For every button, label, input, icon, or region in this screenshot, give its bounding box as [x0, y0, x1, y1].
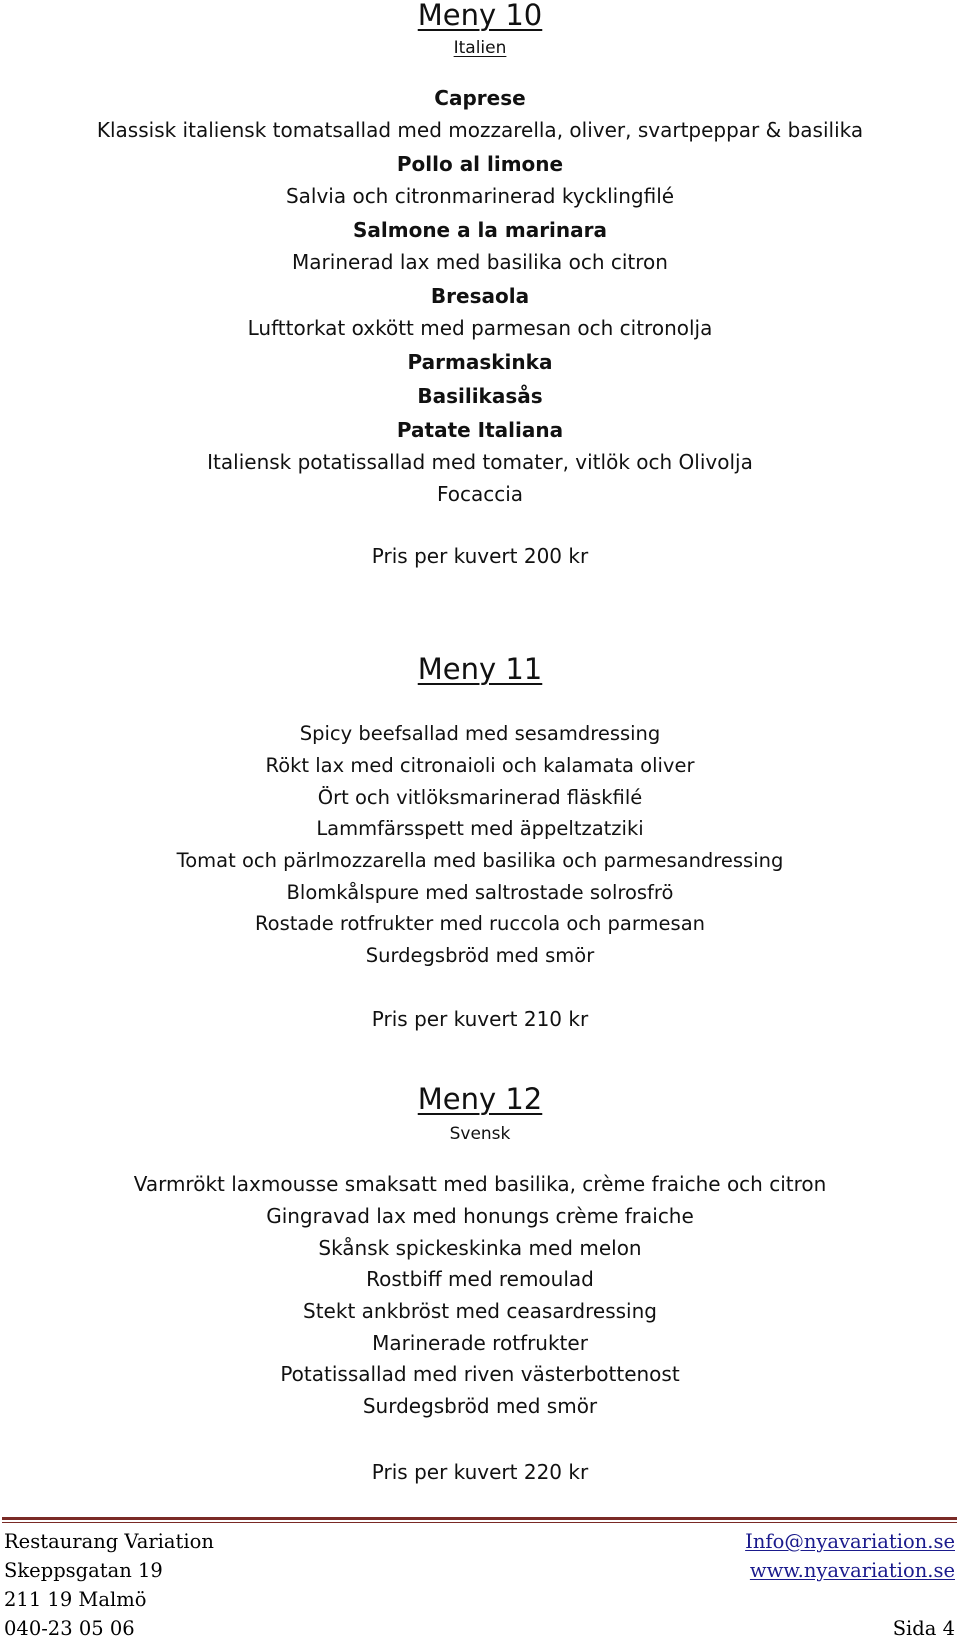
menu-10-item-3-description: Lufttorkat oxkött med parmesan och citronolja — [247, 316, 713, 340]
menu-12-item: Marinerade rotfrukter — [372, 1331, 588, 1355]
menu-11-item: Surdegsbröd med smör — [365, 944, 595, 967]
menu-12-item: Surdegsbröd med smör — [362, 1394, 598, 1418]
menu-12-title: Meny 12 — [417, 1082, 543, 1116]
footer-street: Skeppsgatan 19 — [4, 1559, 163, 1582]
footer-page-number: Sida 4 — [892, 1617, 955, 1640]
menu-10-item-1-name: Pollo al limone — [396, 152, 564, 176]
menu-10-item-5-name: Basilikasås — [417, 384, 543, 408]
footer-email-link[interactable]: Info@nyavariation.se — [745, 1530, 955, 1553]
footer-phone: 040-23 05 06 — [4, 1617, 135, 1640]
footer-divider-thick — [2, 1517, 957, 1520]
menu-10-item-6-description: Italiensk potatissallad med tomater, vitlök och Olivolja — [207, 450, 753, 474]
menu-10-item-3-name: Bresaola — [430, 284, 530, 308]
menu-11-item: Blomkålspure med saltrostade solrosfrö — [286, 881, 674, 904]
menu-10-item-2-description: Marinerad lax med basilika och citron — [292, 250, 668, 274]
menu-12-item: Varmrökt laxmousse smaksatt med basilika, crème fraiche och citron — [133, 1172, 827, 1196]
menu-12-price: Pris per kuvert 220 kr — [371, 1460, 589, 1484]
menu-10-title: Meny 10 — [417, 0, 543, 32]
footer-city: 211 19 Malmö — [4, 1588, 147, 1611]
menu-10-item-1-description: Salvia och citronmarinerad kycklingfilé — [285, 184, 675, 208]
menu-10-item-0-name: Caprese — [434, 86, 526, 110]
menu-11-item: Ört och vitlöksmarinerad fläskfilé — [317, 786, 643, 809]
menu-12-subtitle: Svensk — [449, 1124, 511, 1144]
menu-11-item: Rostade rotfrukter med ruccola och parmesan — [254, 912, 706, 935]
menu-11-item: Lammfärsspett med äppeltzatziki — [316, 817, 644, 840]
footer-divider-thin — [2, 1522, 957, 1523]
menu-11-title: Meny 11 — [417, 652, 543, 686]
menu-11-item: Tomat och pärlmozzarella med basilika och parmesandressing — [176, 849, 784, 872]
menu-10-item-4-name: Parmaskinka — [407, 350, 553, 374]
menu-12-item: Rostbiff med remoulad — [366, 1267, 594, 1291]
menu-10-price: Pris per kuvert 200 kr — [371, 544, 589, 568]
menu-12-item: Potatissallad med riven västerbottenost — [280, 1362, 680, 1386]
menu-12-item: Stekt ankbröst med ceasardressing — [303, 1299, 657, 1323]
menu-10-subtitle: Italien — [453, 38, 507, 58]
footer-restaurant-name: Restaurang Variation — [4, 1530, 214, 1553]
menu-10-item-6-name: Patate Italiana — [396, 418, 564, 442]
menu-12-item: Gingravad lax med honungs crème fraiche — [266, 1204, 694, 1228]
menu-11-item: Rökt lax med citronaioli och kalamata oliver — [265, 754, 695, 777]
menu-10-item-7-description: Focaccia — [436, 482, 524, 506]
footer-website-link[interactable]: www.nyavariation.se — [749, 1559, 955, 1582]
menu-11-item: Spicy beefsallad med sesamdressing — [299, 722, 661, 745]
menu-10-item-0-description: Klassisk italiensk tomatsallad med mozzarella, oliver, svartpeppar & basilika — [96, 118, 864, 142]
menu-10-item-2-name: Salmone a la marinara — [352, 218, 608, 242]
menu-12-item: Skånsk spickeskinka med melon — [318, 1236, 642, 1260]
menu-11-price: Pris per kuvert 210 kr — [371, 1007, 589, 1031]
